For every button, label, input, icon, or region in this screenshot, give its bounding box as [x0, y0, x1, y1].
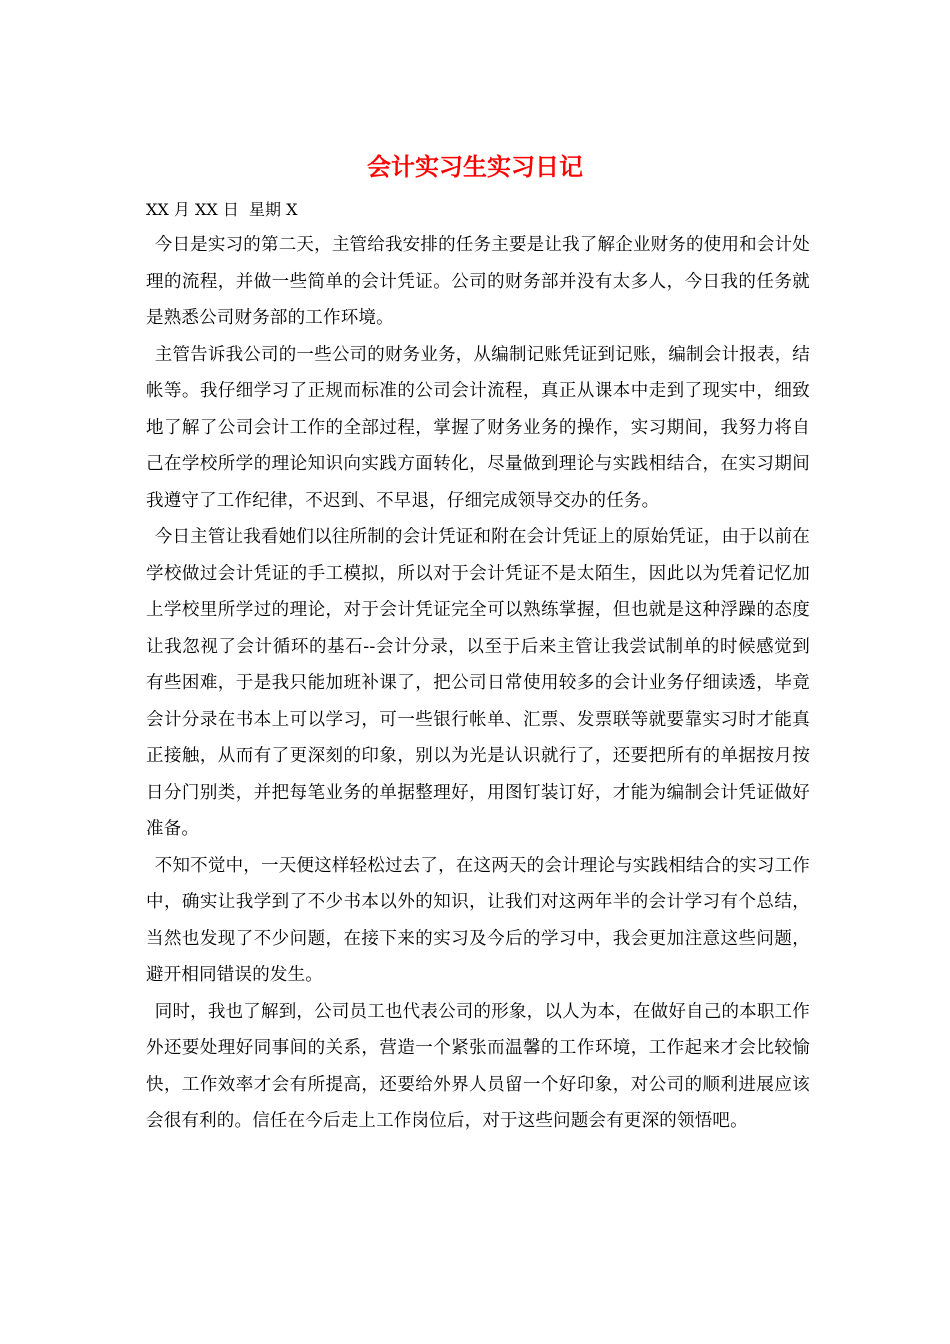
date-line: XX 月 XX 日 星期 X [146, 200, 298, 219]
paragraph-3: 今日主管让我看她们以往所制的会计凭证和附在会计凭证上的原始凭证，由于以前在学校做过会计凭证的手工模拟，所以对于会计凭证不是太陌生，因此以为凭着记忆加上学校里所学过的理论，对于会计凭证完全可以熟练掌握，但也就是这种浮躁的态度让我忽视了会计循环的基石--会计分录，以至于后来主管让我尝试制单的时候感觉到有些困难，于是我只能加班补课了，把公司日常使用较多的会计业务仔细读透，毕竟会计分录在书本上可以学习，可一些银行帐单、汇票、发票联等就要靠实习时才能真正接触，从而有了更深刻的印象，别以为光是认识就行了，还要把所有的单据按月按日分门别类，并把每笔业务的单据整理好，用图钉装订好，才能为编制会计凭证做好准备。 [146, 527, 810, 839]
paragraph-4: 不知不觉中，一天便这样轻松过去了，在这两天的会计理论与实践相结合的实习工作中，确实让我学到了不少书本以外的知识，让我们对这两年半的会计学习有个总结，当然也发现了不少问题，在接下来的实习及今后的学习中，我会更加注意这些问题，避开相同错误的发生。 [146, 855, 810, 985]
document-title: 会计实习生实习日记 [367, 153, 583, 181]
paragraph-5: 同时，我也了解到，公司员工也代表公司的形象，以人为本，在做好自己的本职工作外还要处理好同事间的关系，营造一个紧张而温馨的工作环境，工作起来才会比较愉快，工作效率才会有所提高，还要给外界人员留一个好印象，对公司的顺利进展应该会很有利的。信任在今后走上工作岗位后，对于这些问题会有更深的领悟吧。 [146, 1001, 810, 1131]
paragraph-1: 今日是实习的第二天，主管给我安排的任务主要是让我了解企业财务的使用和会计处理的流程，并做一些简单的会计凭证。公司的财务部并没有太多人，今日我的任务就是熟悉公司财务部的工作环境。 [146, 235, 810, 328]
paragraph-2: 主管告诉我公司的一些公司的财务业务，从编制记账凭证到记账，编制会计报表，结帐等。我仔细学习了正规而标准的公司会计流程，真正从课本中走到了现实中，细致地了解了公司会计工作的全部过程，掌握了财务业务的操作，实习期间，我努力将自己在学校所学的理论知识向实践方面转化，尽量做到理论与实践相结合，在实习期间我遵守了工作纪律，不迟到、不早退，仔细完成领导交办的任务。 [146, 344, 810, 511]
document-body [146, 193, 810, 1140]
